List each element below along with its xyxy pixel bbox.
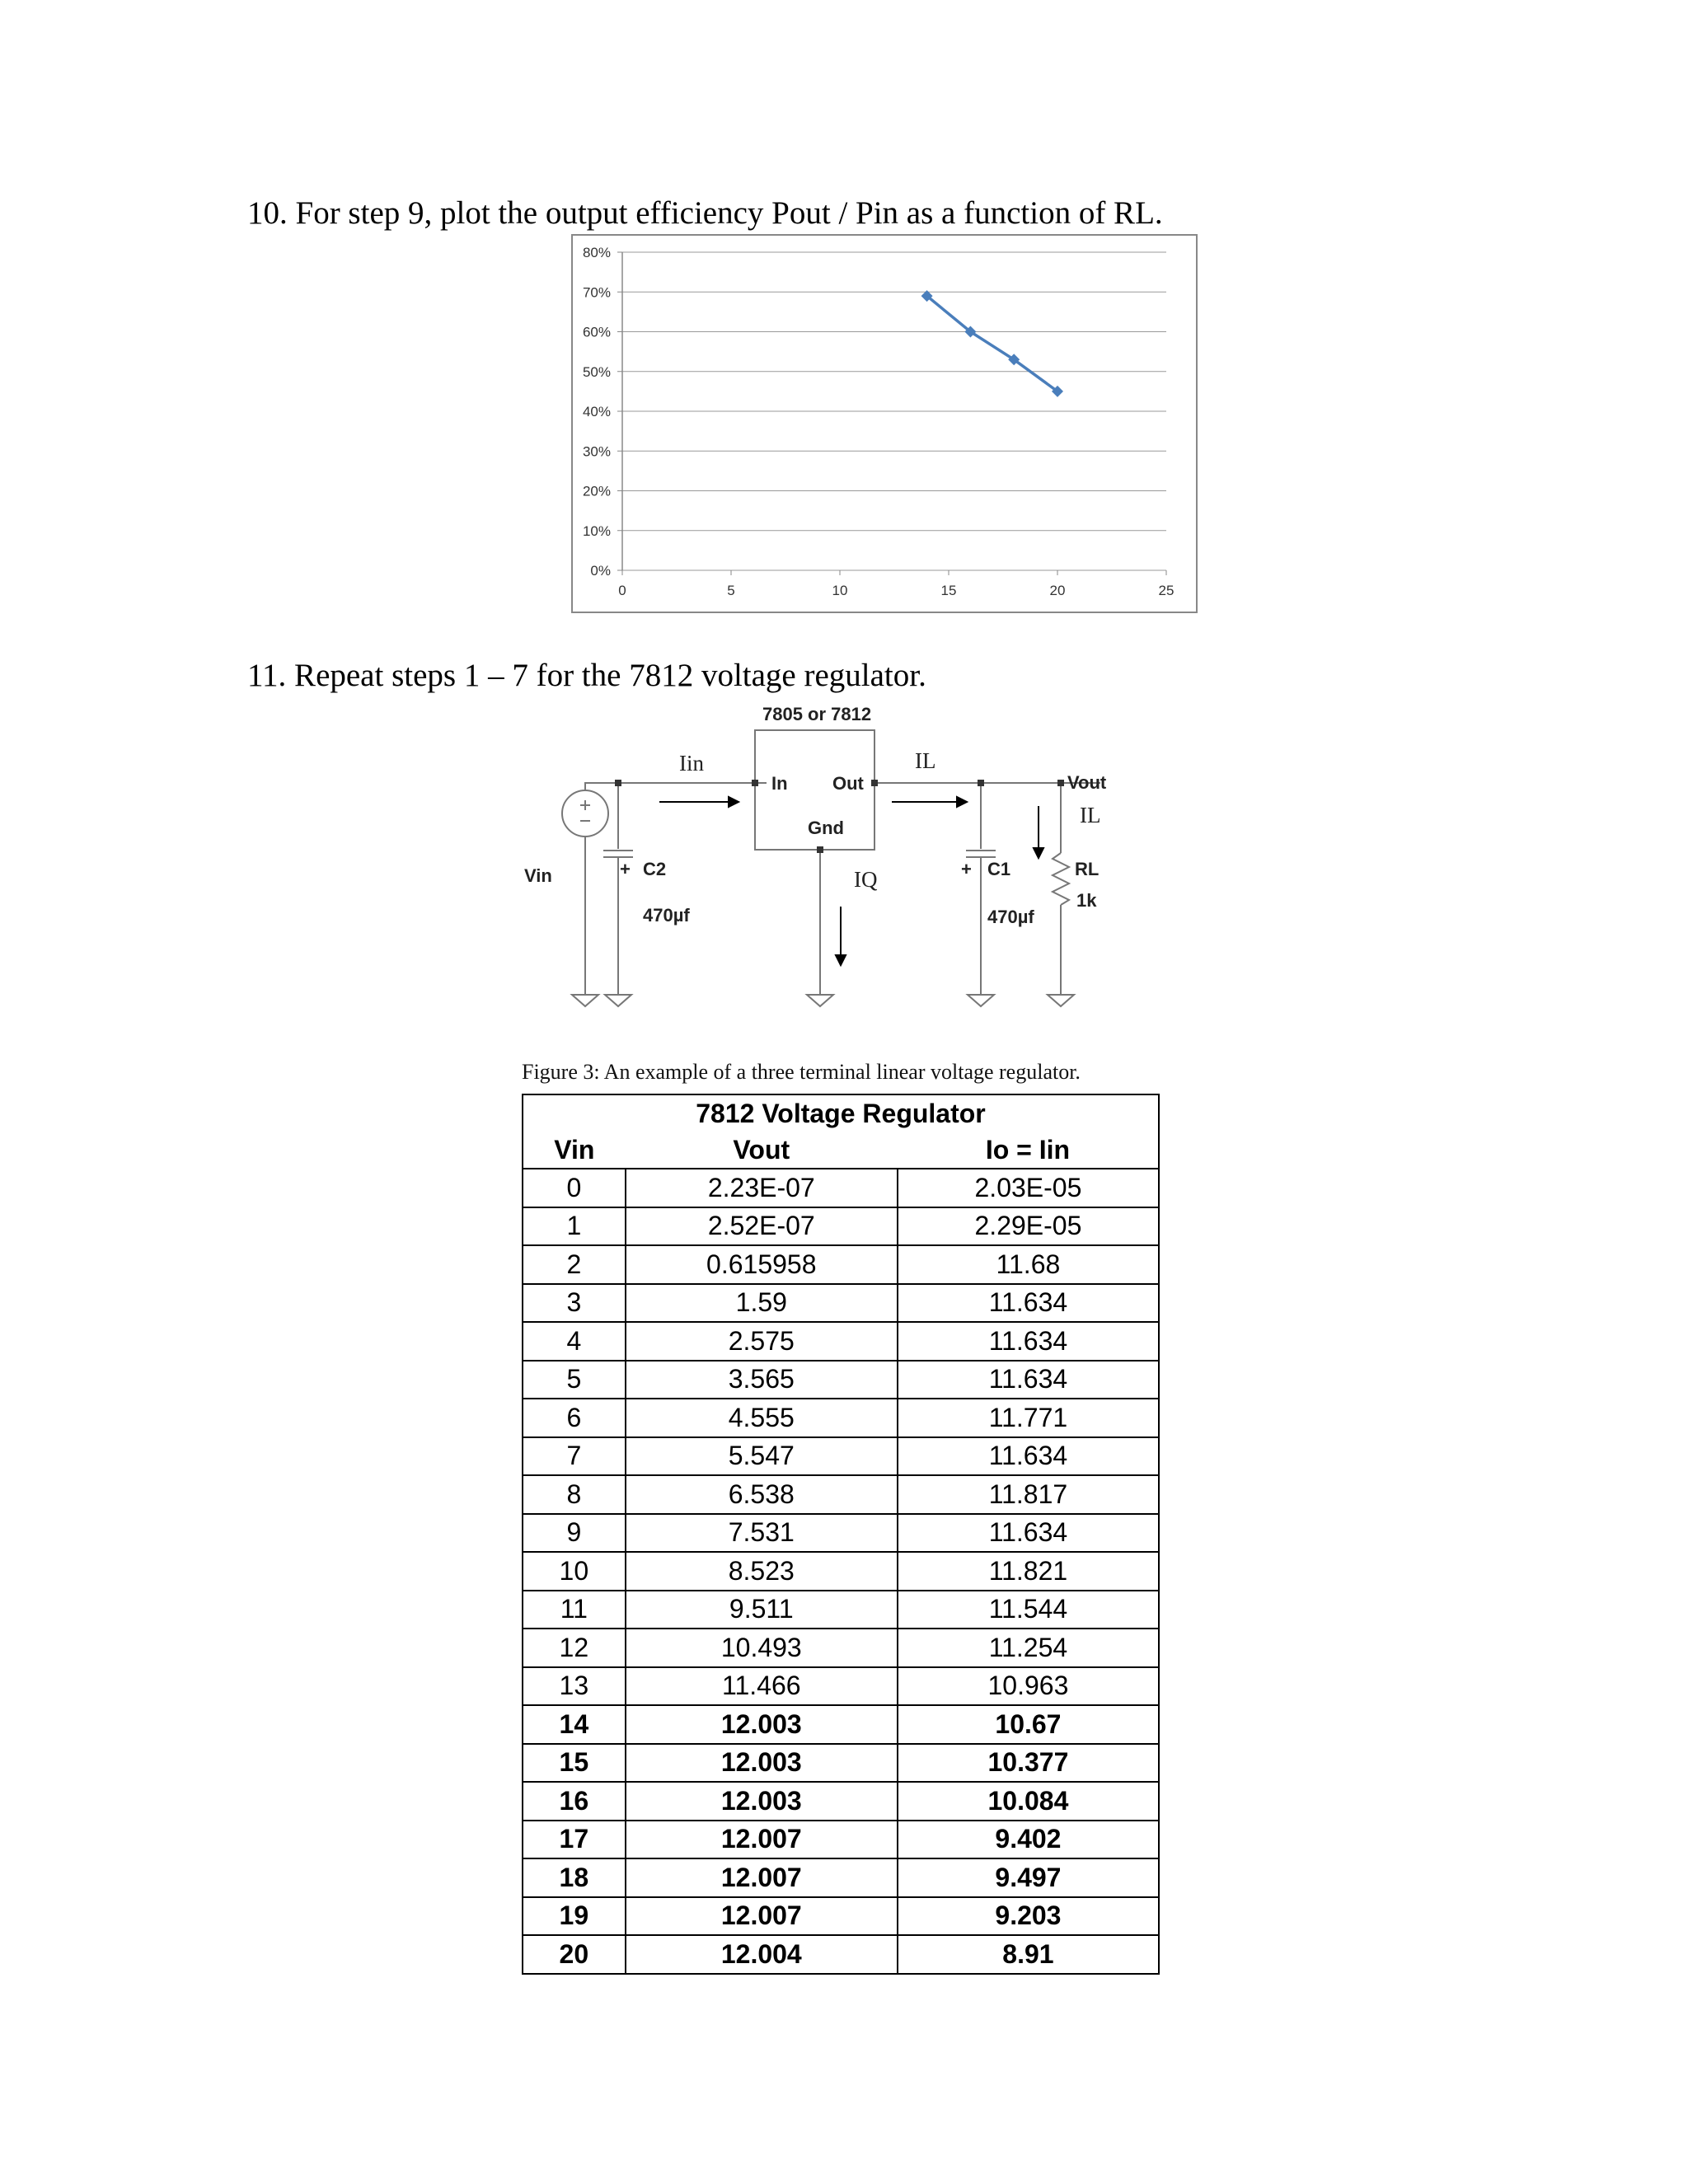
cell-vin: 14 [523,1705,626,1744]
cell-io: 11.254 [898,1629,1159,1667]
x-tick-label: 15 [940,583,957,598]
cell-io: 9.203 [898,1897,1159,1936]
cell-io: 8.91 [898,1935,1159,1974]
table-row [523,1207,1159,1246]
table-row [523,1897,1159,1936]
cell-vout: 2.23E-07 [626,1169,898,1207]
cell-vout: 3.565 [626,1361,898,1399]
cell-vin: 2 [523,1245,626,1284]
cell-vout: 7.531 [626,1514,898,1553]
table-row [523,1744,1159,1783]
step-10-text: 10. For step 9, plot the output efficiency Pout / Pin as a function of RL. [247,195,1163,231]
cell-io: 11.634 [898,1284,1159,1323]
table-row [523,1667,1159,1706]
y-tick-label: 10% [582,523,611,539]
cell-vout: 8.523 [626,1552,898,1591]
rl-label: RL [1075,859,1100,879]
y-tick-label: 60% [582,324,611,340]
vin-label: Vin [524,865,552,886]
table-row [523,1821,1159,1859]
col-header-io-iin: Io = Iin [898,1132,1159,1169]
cell-vout: 9.511 [626,1591,898,1629]
cell-io: 2.29E-05 [898,1207,1159,1246]
cell-vout: 4.555 [626,1399,898,1437]
y-tick-label: 40% [582,404,611,419]
cell-vout: 12.003 [626,1782,898,1821]
pin-out-label: Out [832,773,864,794]
table-row [523,1399,1159,1437]
cell-vin: 16 [523,1782,626,1821]
cell-vin: 20 [523,1935,626,1974]
table-row [523,1437,1159,1476]
col-header-vout: Vout [733,1134,790,1165]
cell-vout: 2.52E-07 [626,1207,898,1246]
table-row [523,1475,1159,1514]
c2-label: C2 [643,859,667,879]
x-tick-label: 5 [727,583,735,598]
cell-io: 2.03E-05 [898,1169,1159,1207]
cell-vout: 10.493 [626,1629,898,1667]
cell-io: 11.817 [898,1475,1159,1514]
cell-vin: 0 [523,1169,626,1207]
regulator-data-table [522,1094,1160,1975]
cell-io: 9.497 [898,1858,1159,1897]
table-row [523,1361,1159,1399]
cell-vin: 7 [523,1437,626,1476]
vout-label: Vout [1067,772,1107,793]
table-row [523,1169,1159,1207]
il-top-label: IL [915,748,936,773]
y-tick-label: 50% [582,363,611,380]
cell-io: 10.67 [898,1705,1159,1744]
table-row [523,1782,1159,1821]
cell-io: 11.821 [898,1552,1159,1591]
cell-vout: 12.007 [626,1821,898,1859]
cell-vin: 6 [523,1399,626,1437]
table-row [523,1858,1159,1897]
x-tick-label: 10 [832,583,848,598]
table-title: 7812 Voltage Regulator [523,1094,1159,1132]
c2-plus-label: + [620,859,631,879]
pin-in-label: In [771,773,788,794]
cell-io: 11.771 [898,1399,1159,1437]
cell-vin: 12 [523,1629,626,1667]
cell-io: 10.377 [898,1744,1159,1783]
cell-vout: 12.004 [626,1935,898,1974]
table-row [523,1322,1159,1361]
cell-vout: 2.575 [626,1322,898,1361]
cell-vout: 0.615958 [626,1245,898,1284]
cell-vin: 10 [523,1552,626,1591]
cell-vin: 3 [523,1284,626,1323]
cell-vout: 5.547 [626,1437,898,1476]
cell-vin: 13 [523,1667,626,1706]
table-row [523,1514,1159,1553]
cell-io: 11.634 [898,1514,1159,1553]
cell-io: 11.634 [898,1361,1159,1399]
cell-vout: 12.003 [626,1705,898,1744]
table-row [523,1629,1159,1667]
figure-caption: Figure 3: An example of a three terminal linear voltage regulator. [522,1060,1081,1084]
cell-vout: 12.003 [626,1744,898,1783]
rl-value-label: 1k [1076,890,1097,911]
cell-io: 10.963 [898,1667,1159,1706]
cell-vin: 18 [523,1858,626,1897]
cell-vin: 9 [523,1514,626,1553]
table-row [523,1705,1159,1744]
cell-io: 11.68 [898,1245,1159,1284]
cell-io: 11.544 [898,1591,1159,1629]
y-tick-label: 80% [582,245,611,260]
c1-label: C1 [987,859,1011,879]
c1-plus-label: + [961,859,972,879]
cell-vin: 11 [523,1591,626,1629]
cell-vout: 11.466 [626,1667,898,1706]
cell-vout: 1.59 [626,1284,898,1323]
step-11-text: 11. Repeat steps 1 – 7 for the 7812 voltage regulator. [247,658,926,693]
iq-label: IQ [854,867,878,892]
y-tick-label: 0% [590,563,611,579]
cell-vout: 6.538 [626,1475,898,1514]
cell-vin: 17 [523,1821,626,1859]
il-side-label: IL [1080,803,1101,827]
chart-frame [572,235,1197,612]
y-tick-label: 30% [582,443,611,460]
table-row [523,1552,1159,1591]
c1-value-label: 470µf [987,907,1034,927]
x-tick-label: 20 [1049,583,1066,598]
efficiency-chart [571,234,1198,617]
y-tick-label: 70% [582,284,611,301]
regulator-part-label: 7805 or 7812 [762,704,872,724]
iin-label: Iin [679,751,704,776]
cell-io: 11.634 [898,1322,1159,1361]
table-row [523,1284,1159,1323]
x-tick-label: 25 [1158,583,1175,598]
c2-value-label: 470µf [643,905,690,926]
cell-vin: 5 [523,1361,626,1399]
col-header-vin: Vin [523,1132,626,1169]
regulator-circuit-diagram [495,701,1121,1034]
cell-vin: 8 [523,1475,626,1514]
cell-vin: 19 [523,1897,626,1936]
table-row [523,1591,1159,1629]
x-tick-label: 0 [618,583,626,598]
y-tick-label: 20% [582,483,611,499]
table-row [523,1935,1159,1974]
cell-io: 11.634 [898,1437,1159,1476]
cell-vout: 12.007 [626,1897,898,1936]
cell-vout: 12.007 [626,1858,898,1897]
table-row [523,1245,1159,1284]
cell-vin: 4 [523,1322,626,1361]
cell-vin: 1 [523,1207,626,1246]
cell-io: 10.084 [898,1782,1159,1821]
pin-gnd-label: Gnd [808,818,844,838]
cell-vin: 15 [523,1744,626,1783]
cell-io: 9.402 [898,1821,1159,1859]
